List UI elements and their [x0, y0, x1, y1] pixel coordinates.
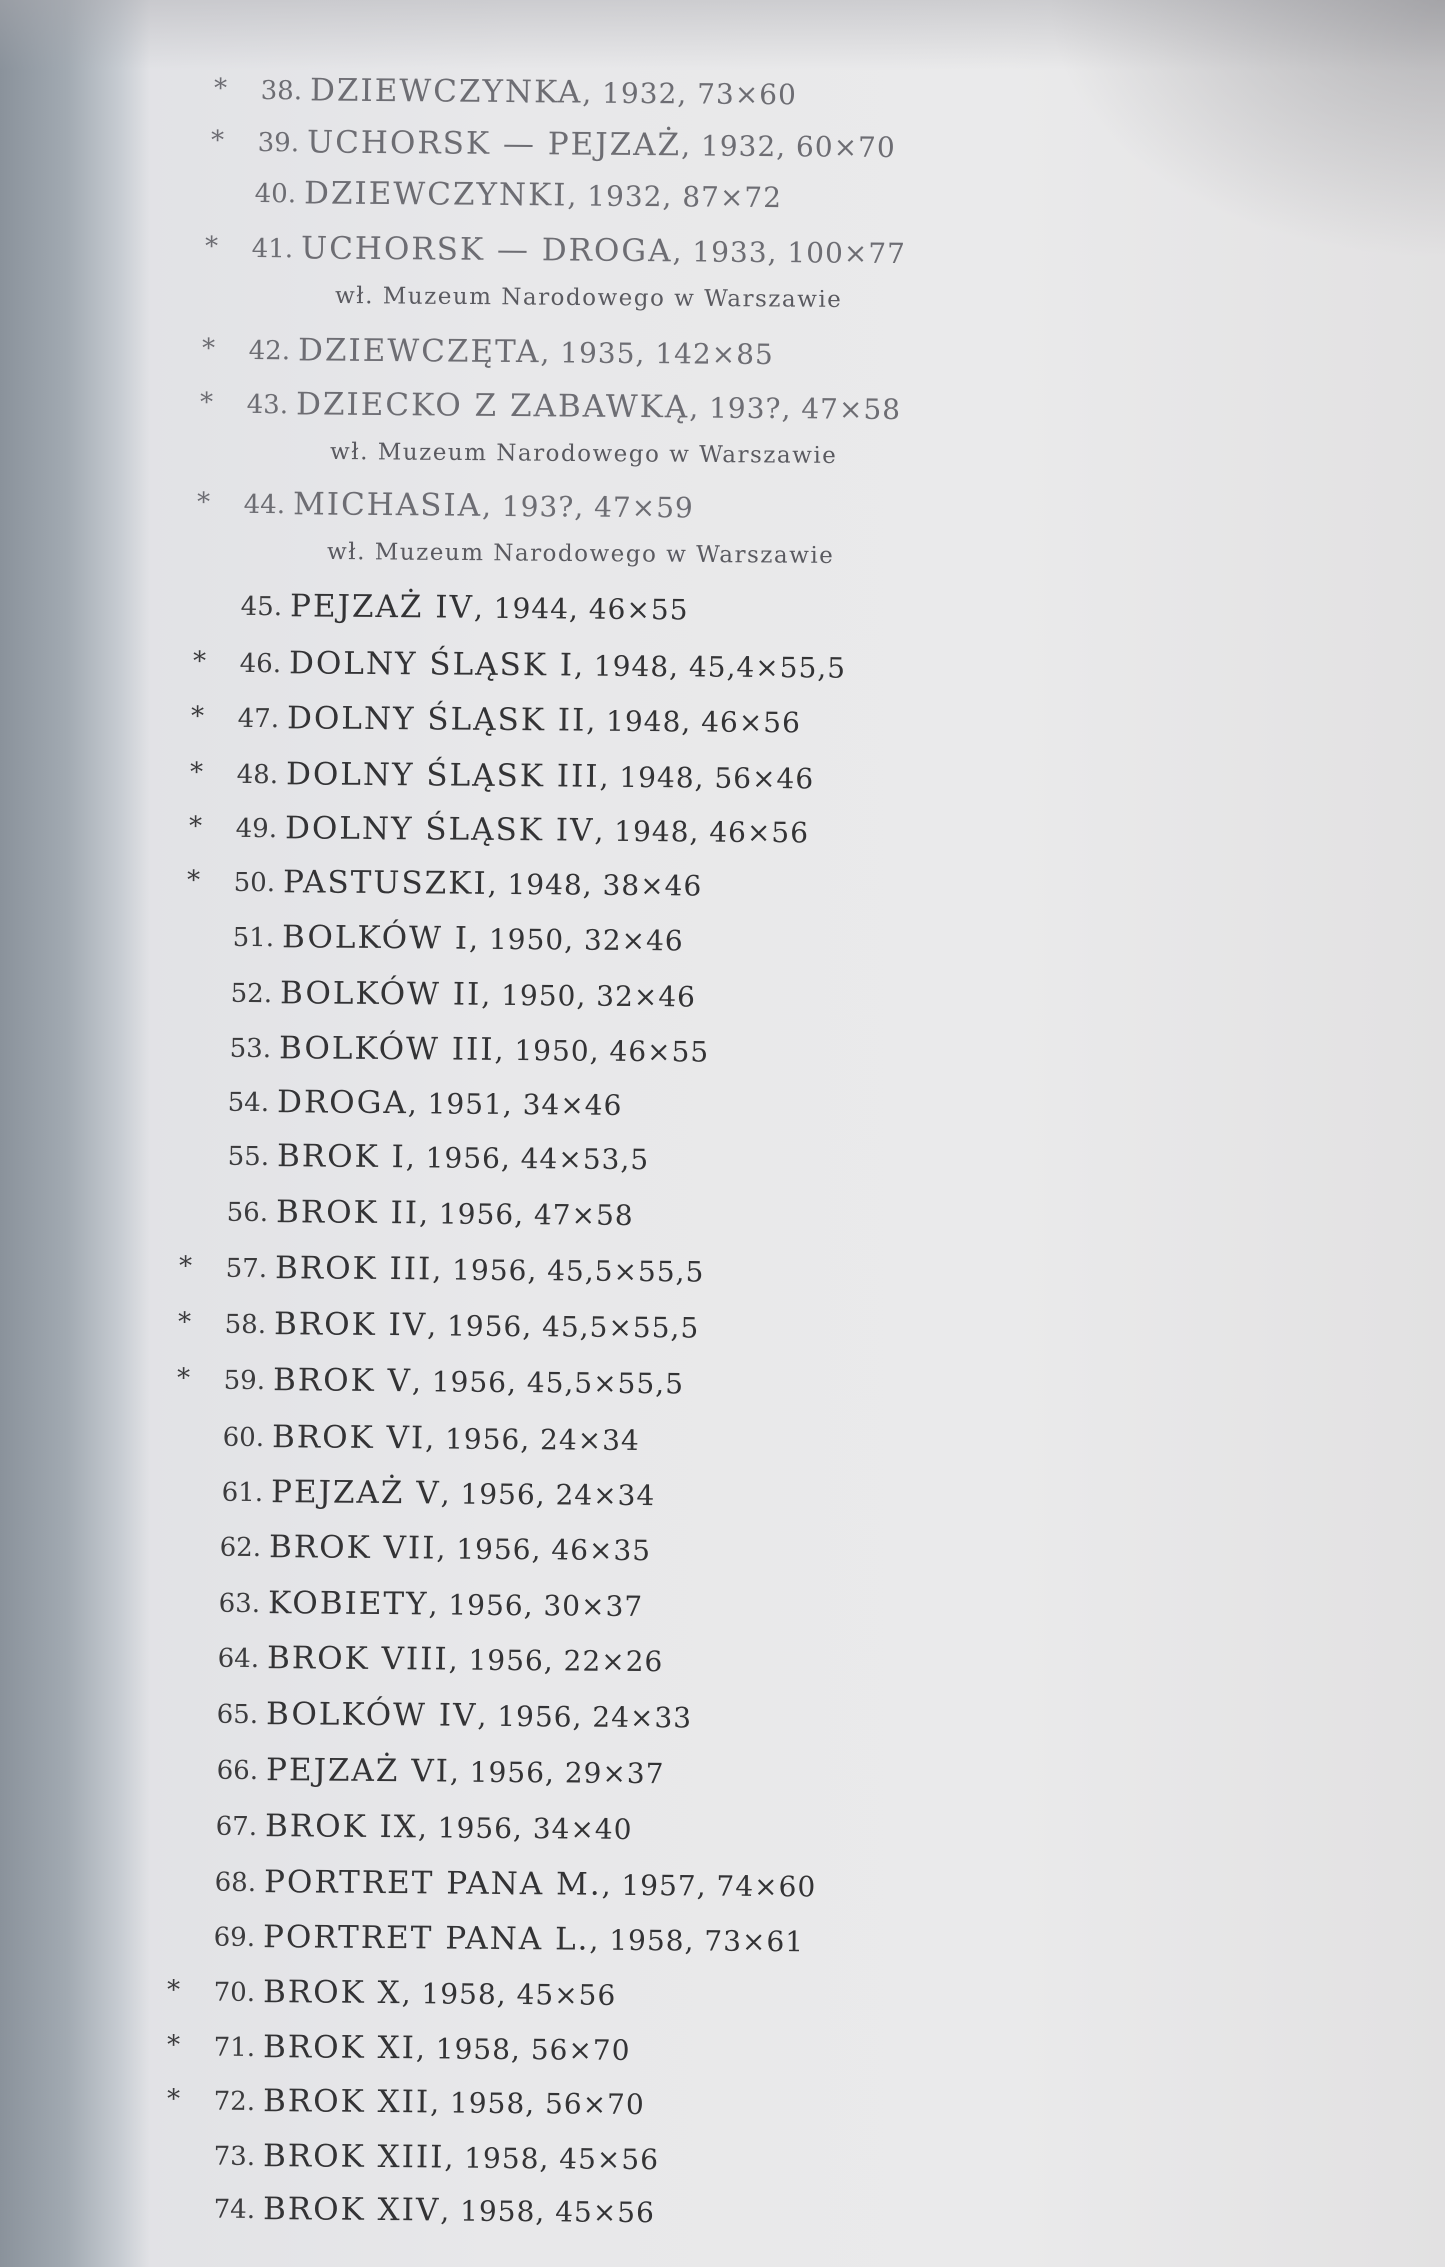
entry-number: 69.	[213, 1922, 256, 1954]
entry-number: 44.	[243, 489, 286, 521]
entry-title-text: BROK XIII	[262, 2138, 445, 2176]
catalogue-entry	[0, 2189, 1445, 2250]
entry-number: 43.	[246, 389, 289, 421]
catalogue-entry	[0, 1862, 1445, 1923]
entry-number: 62.	[219, 1532, 262, 1564]
asterisk-mark: *	[192, 646, 207, 677]
entry-number: 42.	[248, 335, 291, 367]
asterisk-mark: *	[166, 1975, 181, 2006]
entry-number: 51.	[232, 922, 275, 954]
entry-details: , 1958, 45×56	[401, 1977, 617, 2012]
asterisk-mark: *	[190, 701, 205, 732]
catalogue-entry	[0, 384, 1445, 445]
entry-title	[265, 1808, 633, 1847]
catalogue-entry	[0, 2081, 1445, 2142]
entry-title-text: BROK III	[274, 1250, 433, 1288]
entry-number: 60.	[222, 1422, 265, 1454]
catalogue-entry	[0, 1417, 1445, 1478]
entry-title	[272, 1419, 640, 1458]
entry-title-text: PEJZAŻ IV	[289, 588, 475, 626]
catalogue-entry	[0, 1304, 1445, 1365]
entry-title-text: UCHORSK — DROGA	[300, 230, 673, 270]
entry-title	[263, 2191, 655, 2230]
entry-title-text: BROK V	[272, 1362, 413, 1400]
entry-details: , 1948, 56×46	[599, 760, 815, 796]
asterisk-mark: *	[186, 865, 201, 896]
entry-title	[293, 486, 694, 525]
entry-title-text: BROK X	[262, 1974, 402, 2012]
catalogue-entry	[0, 2027, 1445, 2088]
entry-details: , 1956, 30×37	[428, 1588, 644, 1624]
entry-owner-note: wł. Muzeum Narodowego w Warszawie	[334, 283, 843, 313]
catalogue-entry	[0, 862, 1445, 923]
catalogue-entry	[0, 330, 1445, 391]
entry-details: , 1933, 100×77	[672, 235, 907, 271]
entry-title	[271, 1474, 655, 1513]
entry-details: , 1958, 73×61	[589, 1923, 805, 1959]
entry-title-text: BROK I	[276, 1138, 406, 1176]
entry-details: , 1948, 46×56	[586, 704, 801, 740]
entry-title-text: BROK IV	[273, 1306, 428, 1344]
entry-details: , 1956, 47×58	[418, 1197, 634, 1232]
entry-title-text: MICHASIA	[292, 486, 483, 524]
catalogue-entry	[0, 1750, 1445, 1811]
entry-owner-note: wł. Muzeum Narodowego w Warszawie	[329, 439, 838, 469]
entry-title-text: BROK XIV	[262, 2191, 441, 2229]
entry-details: , 1956, 45,5×55,5	[411, 1365, 685, 1401]
catalogue-entry	[0, 1694, 1445, 1755]
entry-details: , 193?, 47×58	[689, 391, 902, 427]
catalogue-entry	[0, 2136, 1445, 2197]
entry-number: 64.	[217, 1643, 260, 1675]
entry-title-text: DOLNY ŚLĄSK II	[286, 700, 587, 739]
entry-number: 67.	[215, 1811, 258, 1843]
entry-details: , 1950, 32×46	[468, 922, 684, 958]
catalogue-entry	[0, 173, 1445, 234]
entry-title	[266, 1696, 692, 1735]
entry-number: 48.	[236, 759, 279, 791]
entry-details: , 193?, 47×59	[481, 489, 694, 525]
catalogue-entry	[0, 1472, 1445, 1533]
catalogue-entry	[0, 754, 1445, 815]
entry-title	[269, 1529, 651, 1568]
entry-title	[277, 1084, 623, 1123]
entry-details: , 1957, 74×60	[601, 1868, 817, 1904]
catalogue-entry	[0, 1527, 1445, 1588]
entry-title-text: UCHORSK — PEJZAŻ	[306, 124, 682, 164]
entry-title	[304, 175, 782, 215]
entry-title-text: BROK VI	[271, 1419, 426, 1457]
entry-details: , 1956, 29×37	[449, 1755, 665, 1791]
entry-number: 65.	[216, 1699, 259, 1731]
entry-title	[276, 1194, 634, 1233]
catalogue-entry	[0, 1028, 1445, 1089]
entry-number: 40.	[254, 179, 297, 210]
asterisk-mark: *	[177, 1307, 192, 1338]
entry-title-text: BROK VIII	[266, 1640, 449, 1678]
entry-number: 41.	[251, 233, 294, 265]
catalogue-entry	[0, 1972, 1445, 2033]
entry-title-text: BROK XII	[262, 2083, 431, 2121]
entry-title	[277, 1138, 649, 1177]
entry-details: , 1950, 32×46	[481, 978, 697, 1014]
entry-number: 73.	[213, 2141, 256, 2173]
entry-number: 71.	[213, 2032, 256, 2064]
asterisk-mark: *	[213, 73, 228, 104]
entry-number: 66.	[216, 1755, 259, 1787]
entry-details: , 1956, 24×34	[425, 1422, 640, 1458]
catalogue-entry	[0, 228, 1445, 289]
entry-details: , 1932, 73×60	[582, 76, 798, 112]
entry-number: 70.	[213, 1977, 256, 2009]
entry-title-text: DZIECKO Z ZABAWKĄ	[295, 386, 690, 426]
entry-number: 49.	[235, 813, 278, 845]
asterisk-mark: *	[196, 487, 211, 518]
entry-number: 55.	[227, 1141, 270, 1173]
catalogue-entry	[0, 808, 1445, 869]
catalogue-entry	[0, 1192, 1445, 1253]
entry-title	[307, 124, 896, 165]
entry-title-text: DZIEWCZYNKI	[303, 175, 568, 214]
entry-title-text: PORTRET PANA L.	[262, 1919, 590, 1958]
catalogue-entry	[0, 643, 1445, 704]
entry-number: 46.	[239, 648, 282, 680]
asterisk-mark: *	[201, 333, 216, 364]
entry-number: 58.	[224, 1309, 267, 1341]
entry-title-text: KOBIETY	[267, 1585, 429, 1623]
entry-title-text: DZIEWCZYNKA	[309, 72, 583, 111]
catalogue-entry	[0, 1583, 1445, 1644]
entry-details: , 1932, 60×70	[681, 129, 896, 165]
entry-title	[263, 2083, 645, 2122]
entry-title-text: PORTRET PANA M.	[263, 1864, 602, 1903]
entry-title	[280, 975, 696, 1014]
asterisk-mark: *	[178, 1251, 193, 1282]
entry-details: , 1956, 24×34	[440, 1477, 656, 1513]
entry-details: , 1932, 87×72	[567, 179, 783, 215]
entry-details: , 1958, 56×70	[415, 2032, 631, 2067]
entry-number: 74.	[213, 2194, 256, 2226]
entry-title	[301, 230, 906, 271]
asterisk-mark: *	[188, 811, 203, 842]
entry-details: , 1944, 46×55	[473, 591, 689, 627]
entry-title-text: DOLNY ŚLĄSK I	[288, 645, 575, 684]
entry-number: 54.	[227, 1087, 270, 1119]
entry-title-text: BOLKÓW I	[281, 919, 470, 957]
entry-title	[263, 2029, 631, 2068]
entry-title-text: DOLNY ŚLĄSK IV	[284, 810, 595, 849]
entry-title-text: BROK VII	[268, 1529, 437, 1567]
asterisk-mark: *	[210, 125, 225, 156]
entry-title	[298, 332, 774, 372]
catalogue-entry	[0, 698, 1445, 759]
entry-title	[275, 1250, 705, 1289]
catalogue-entry	[0, 1638, 1445, 1699]
entry-number: 56.	[226, 1197, 269, 1229]
catalogue-entry	[0, 1136, 1445, 1197]
entry-number: 68.	[214, 1867, 257, 1899]
entry-details: , 1958, 45×56	[444, 2141, 660, 2177]
entry-title	[267, 1640, 664, 1679]
entry-title	[296, 386, 901, 427]
entry-title	[287, 700, 801, 740]
entry-title-text: DOLNY ŚLĄSK III	[285, 756, 600, 795]
entry-details: , 1948, 45,4×55,5	[573, 649, 847, 685]
entry-title-text: BROK IX	[264, 1808, 419, 1846]
entry-number: 72.	[213, 2086, 256, 2118]
asterisk-mark: *	[166, 2084, 181, 2115]
entry-details: , 1948, 46×56	[594, 814, 810, 850]
entry-title	[285, 810, 809, 850]
entry-number: 52.	[230, 978, 273, 1010]
entry-title	[263, 1919, 804, 1959]
asterisk-mark: *	[204, 231, 219, 262]
entry-title	[263, 1974, 616, 2013]
entry-details: , 1935, 142×85	[540, 336, 774, 372]
entry-title-text: PASTUSZKI	[282, 864, 488, 902]
entry-title-text: PEJZAŻ VI	[265, 1752, 451, 1790]
entry-number: 39.	[257, 128, 300, 159]
entry-number: 63.	[218, 1588, 261, 1620]
entry-details: , 1951, 34×46	[407, 1087, 623, 1122]
catalogue-entry	[0, 973, 1445, 1034]
entry-details: , 1956, 34×40	[417, 1811, 633, 1846]
entry-details: , 1956, 44×53,5	[405, 1141, 650, 1177]
catalogue-entry	[0, 1917, 1445, 1978]
entry-title	[268, 1585, 643, 1624]
entry-title	[273, 1362, 684, 1401]
entry-number: 57.	[225, 1253, 268, 1285]
catalogue-entry	[0, 484, 1445, 545]
entry-details: , 1956, 46×35	[436, 1532, 652, 1568]
entry-number: 61.	[221, 1477, 264, 1509]
entry-title	[289, 645, 846, 685]
catalogue-entry	[0, 917, 1445, 978]
catalogue-entry	[0, 1082, 1445, 1143]
entry-title	[263, 2138, 659, 2177]
entry-title-text: BOLKÓW II	[279, 975, 482, 1013]
entry-title	[290, 588, 689, 627]
entry-details: , 1956, 24×33	[477, 1699, 693, 1735]
entry-title	[266, 1752, 665, 1791]
entry-details: , 1958, 45×56	[440, 2194, 656, 2230]
entry-title-text: DROGA	[276, 1084, 408, 1122]
asterisk-mark: *	[176, 1363, 191, 1394]
entry-details: , 1958, 56×70	[430, 2086, 645, 2122]
entry-title	[274, 1306, 699, 1345]
entry-number: 50.	[233, 867, 276, 899]
entry-number: 59.	[223, 1365, 266, 1397]
entry-title	[264, 1864, 816, 1904]
entry-owner-note: wł. Muzeum Narodowego w Warszawie	[326, 539, 835, 569]
entry-title	[279, 1030, 709, 1069]
entry-title-text: BOLKÓW III	[278, 1030, 495, 1068]
asterisk-mark: *	[166, 2030, 181, 2061]
entry-title-text: BROK II	[275, 1194, 420, 1232]
catalogue-entry	[0, 1806, 1445, 1867]
entry-title-text: PEJZAŻ V	[270, 1474, 441, 1512]
entry-details: , 1950, 46×55	[494, 1033, 710, 1069]
entry-title-text: DZIEWCZĘTA	[297, 332, 541, 371]
entry-details: , 1956, 45,5×55,5	[427, 1309, 700, 1345]
asterisk-mark: *	[199, 387, 214, 418]
entry-number: 53.	[229, 1033, 272, 1065]
entry-details: , 1956, 45,5×55,5	[432, 1253, 705, 1289]
entry-details: , 1948, 38×46	[487, 867, 703, 903]
catalogue-entry	[0, 70, 1445, 131]
entry-number: 38.	[260, 76, 303, 107]
entry-details: , 1956, 22×26	[448, 1643, 664, 1679]
entry-number: 47.	[237, 703, 280, 735]
entry-title	[282, 919, 684, 958]
catalogue-entry	[0, 586, 1445, 647]
entry-title-text: BROK XI	[262, 2029, 417, 2067]
catalogue-entry	[0, 1360, 1445, 1421]
asterisk-mark: *	[189, 757, 204, 788]
entry-title	[283, 864, 702, 903]
entry-number: 45.	[240, 591, 283, 623]
entry-title	[310, 72, 797, 112]
catalogue-entry	[0, 1248, 1445, 1309]
entry-title-text: BOLKÓW IV	[265, 1696, 478, 1734]
entry-title	[286, 756, 814, 796]
